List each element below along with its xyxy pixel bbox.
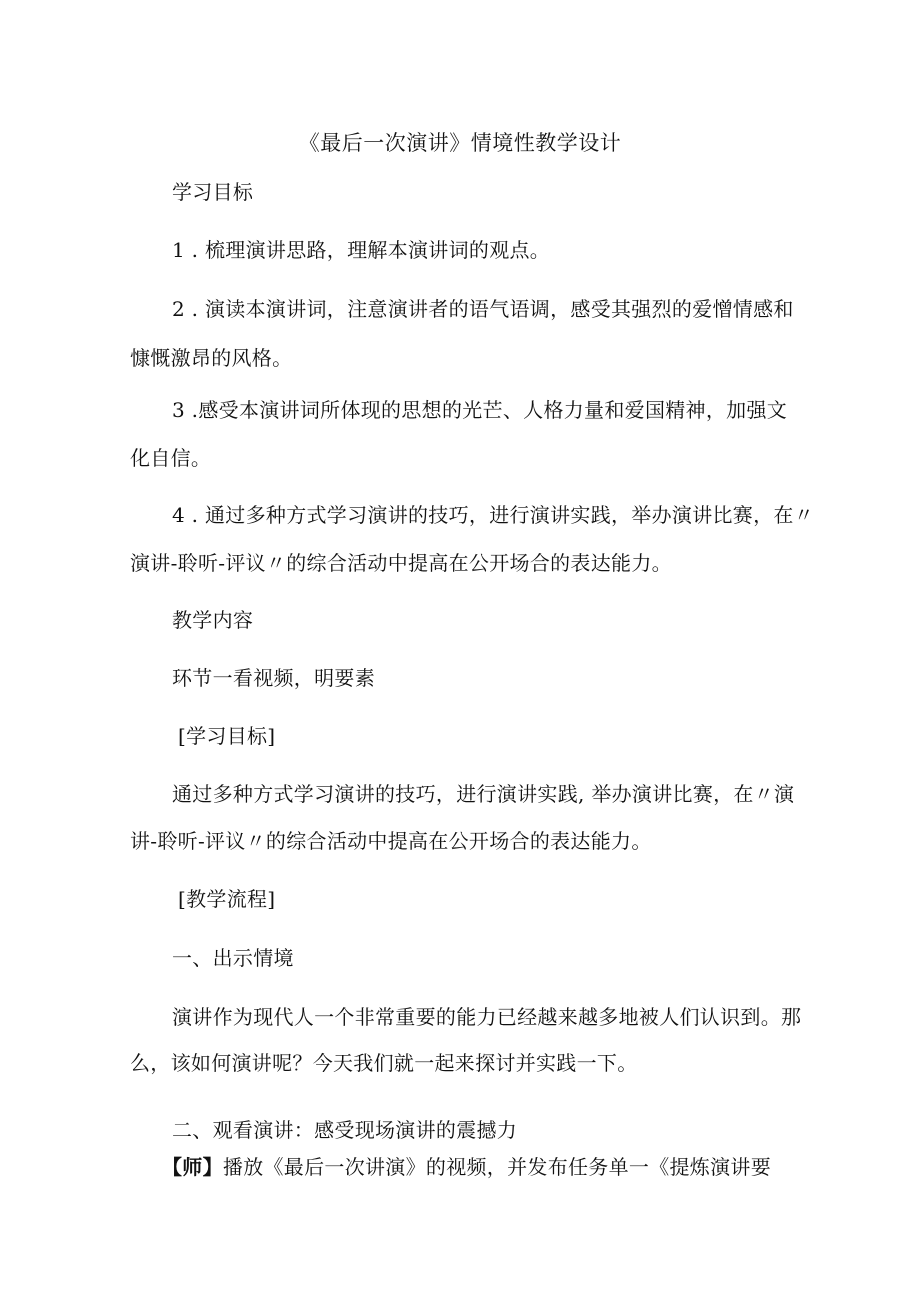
part1-text-line1: 演讲作为现代人一个非常重要的能力已经越来越多地被人们认识到。那 <box>172 1005 802 1029</box>
document-title: 《最后一次演讲》情境性教学设计 <box>298 131 622 155</box>
goal-3-line2: 化自信。 <box>130 446 212 470</box>
step1-flow-label: [教学流程] <box>178 887 276 911</box>
part1-text-line2: 么，该如何演讲呢？今天我们就一起来探讨并实践一下。 <box>130 1051 638 1075</box>
step1-goal-text-line1: 通过多种方式学习演讲的技巧，进行演讲实践, 举办演讲比赛，在〃演 <box>172 782 795 806</box>
goal-4-line1: 4 . 通过多种方式学习演讲的技巧，进行演讲实践，举办演讲比赛，在〃 <box>172 503 814 527</box>
goal-2-line2: 慷慨激昂的风格。 <box>130 346 293 370</box>
goals-heading: 学习目标 <box>172 180 254 204</box>
step1-goal-text-line2: 讲-聆听-评议〃的综合活动中提高在公开场合的表达能力。 <box>130 829 652 853</box>
part1-heading: 一、出示情境 <box>172 946 294 970</box>
part2-heading: 二、观看演讲：感受现场演讲的震撼力 <box>172 1118 518 1142</box>
part2-paragraph-line1 <box>162 1155 771 1179</box>
content-heading: 教学内容 <box>172 608 254 632</box>
step1-goal-label: [学习目标] <box>178 724 276 748</box>
goal-4-line2: 演讲-聆听-评议〃的综合活动中提高在公开场合的表达能力。 <box>130 551 672 575</box>
goal-3-line1: 3 .感受本演讲词所体现的思想的光芒、人格力量和爱国精神，加强文 <box>172 398 788 422</box>
teacher-tag: 【师】 <box>162 1155 223 1179</box>
step1-heading: 环节一看视频，明要素 <box>172 666 375 690</box>
goal-1-line1: 1 . 梳理演讲思路，理解本演讲词的观点。 <box>172 238 551 262</box>
goal-2-line1: 2 . 演读本演讲词，注意演讲者的语气语调，感受其强烈的爱憎情感和 <box>172 297 794 321</box>
part2-text: 播放《最后一次讲演》的视频，并发布任务单一《提炼演讲要 <box>222 1155 772 1179</box>
